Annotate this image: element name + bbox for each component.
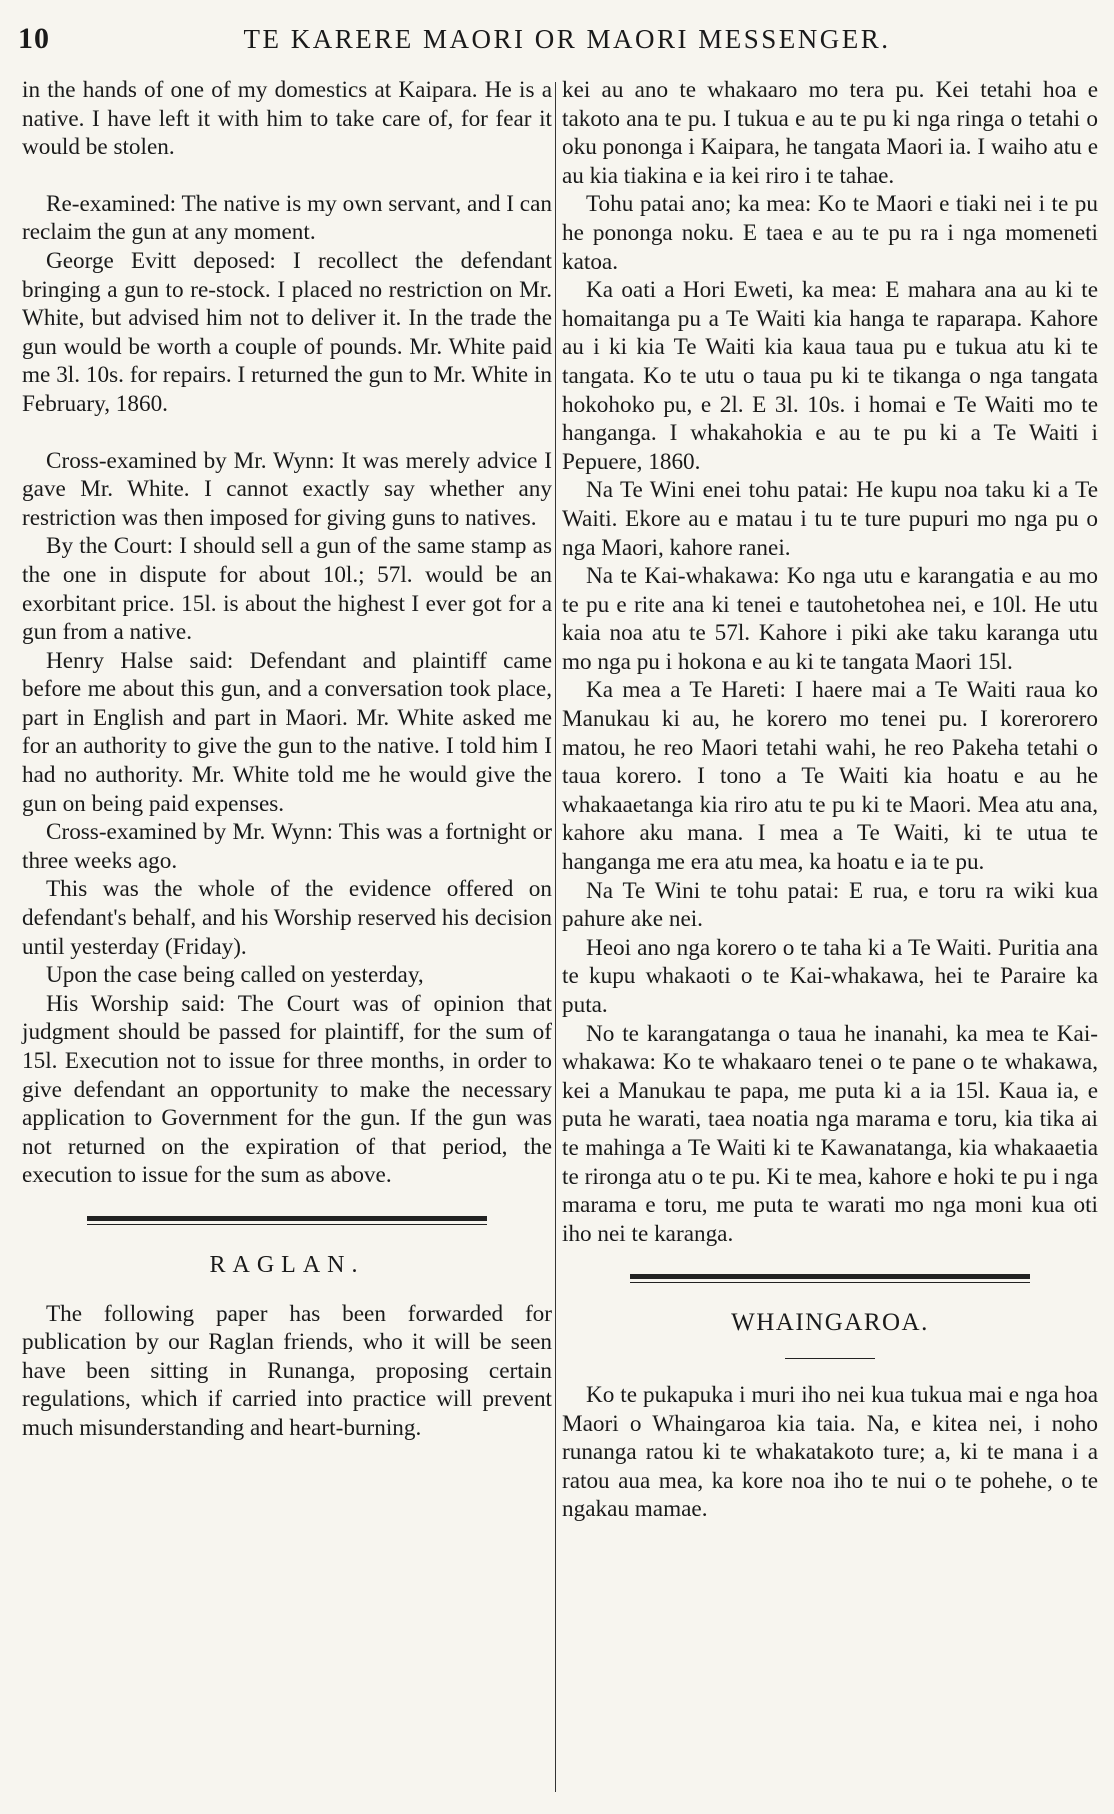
section-title-raglan: RAGLAN. (209, 1251, 365, 1278)
paragraph: Ko te pukapuka i muri iho nei kua tukua mai e nga hoa Maori o Whaingaroa kia taia. Na, e kitea nei, i noho runanga ratou ki te whakatakoto ture; a, ki te mana i a ratou aua mea, ka kore noa iho te nui o te pohehe, o te ngakau mamae. (562, 1381, 1098, 1523)
paragraph: Na Te Wini enei tohu patai: He kupu noa taku ki a Te Waiti. Ekore au e matau i tu te ture pupuri mo nga pu o nga Maori, kahore ranei. (562, 477, 1098, 561)
paragraph: Na te Kai-whakawa: Ko nga utu e karangatia e au mo te pu e rite ana ki tenei e tautohetohea nei, e 10l. He utu kaia noa atu te 57l. Kahore i piki ake taku karanga utu mo nga pu i hokona e au ki te tangata Maori 15l. (562, 563, 1098, 675)
paragraph: kei au ano te whakaaro mo tera pu. Kei tetahi hoa e takoto ana te pu. I tukua e au te pu ki nga ringa o tetahi o oku pononga i Kaipara, he tangata Maori ia. I waiho atu e au kia tiakina e ia kei riro i te tahae. (562, 77, 1098, 189)
masthead-title: TE KARERE MAORI OR MAORI MESSENGER. (243, 24, 891, 54)
page-number: 10 (18, 22, 50, 55)
section-divider-rule (87, 1216, 487, 1225)
paragraph: No te karangatanga o taua he inanahi, ka mea te Kai-whakawa: Ko te whakaaro tenei o te pane o te whakawa, kei a Manukau te papa, me puta ki a ia 15l. Kaua ia, e puta he warati, taea noatia nga marama e toru, kia tika ai te mahinga a Te Waiti ki te Kawanatanga, kia whakaaetia te rironga atu o te pu. Ki te mea, kahore e hoki te pu i nga marama e toru, me puta te warati mo nga moni kua oti iho nei te karanga. (562, 1020, 1098, 1247)
section-divider-rule (630, 1274, 1030, 1283)
paragraph: Ka oati a Hori Eweti, ka mea: E mahara ana au ki te homaitanga pu a Te Waiti kia hanga te raparapa. Kahore au i ki kia Te Waiti kia kaua taua pu e tukua atu ki te tangata. Ko te utu o taua pu ki te tikanga o nga tangata hokohoko pu, e 2l. E 3l. 10s. i homai e Te Waiti mo te hanganga. I whakahokia e au te pu ki a Te Waiti i Pepuere, 1860. (562, 277, 1098, 475)
section-title-whaingaroa: WHAINGAROA. (731, 1309, 929, 1337)
paragraph: Henry Halse said: Defendant and plaintiff came before me about this gun, and a conversation took place, part in English and part in Maori. Mr. White asked me for an authority to give the gun to the native. I told him I had no authority. Mr. White told me he would give the gun on being paid expenses. (22, 647, 552, 817)
left-column (22, 76, 552, 1443)
paragraph: Upon the case being called on yesterday, (46, 962, 424, 989)
paragraph: Cross-examined by Mr. Wynn: This was a fortnight or three weeks ago. (22, 819, 552, 874)
paragraph: Na Te Wini te tohu patai: E rua, e toru ra wiki kua pahure ake nei. (562, 877, 1098, 933)
paragraph: Ka mea a Te Hareti: I haere mai a Te Waiti raua ko Manukau ki au, he korero mo tenei pu. I korerorero matou, he reo Maori tetahi wahi, he reo Pakeha tetahi o taua korero. I tono a Te Waiti kia hoatu e au he whakaaetanga kia riro atu te pu ki te Maori. Mea atu ana, kahore aku mana. I mea a Te Waiti, ki te utua te hanganga me era atu mea, ka hoatu e ia te pu. (562, 677, 1098, 876)
paragraph: His Worship said: The Court was of opinion that judgment should be passed for plaintiff, for the sum of 15l. Execution not to issue for three months, in order to give defendant an opportunity to make the necessary application to Government for the gun. If the gun was not returned on the expiration of that period, the execution to issue for the sum as above. (22, 990, 552, 1189)
paragraph: George Evitt deposed: I recollect the defendant bringing a gun to re-stock. I placed no restriction on Mr. White, but advised him not to deliver it. In the trade the gun would be worth a couple of pounds. Mr. White paid me 3l. 10s. for repairs. I returned the gun to Mr. White in February, 1860. (22, 247, 552, 417)
paragraph: The following paper has been forwarded for publication by our Raglan friends, who it will be seen have been sitting in Runanga, proposing certain regulations, which if carried into practice will prevent much misunderstanding and heart-burning. (22, 1300, 552, 1441)
paragraph: This was the whole of the evidence offered on defendant's behalf, and his Worship reserved his decision until yesterday (Friday). (22, 876, 552, 960)
page-header (18, 22, 1096, 62)
paragraph: Heoi ano nga korero o te taha ki a Te Waiti. Puritia ana te kupu whakaoti o te Kai-whakawa, hei te Paraire ka puta. (562, 934, 1098, 1018)
short-rule (785, 1358, 875, 1359)
paragraph: Cross-examined by Mr. Wynn: It was merely advice I gave Mr. White. I cannot exactly say whether any restriction was then imposed for giving guns to natives. (22, 447, 552, 531)
column-divider (555, 82, 556, 1792)
paragraph: Re-examined: The native is my own servant, and I can reclaim the gun at any moment. (22, 190, 552, 246)
paragraph: Tohu patai ano; ka mea: Ko te Maori e tiaki nei i te pu he pononga noku. E taea e au te pu ra i nga momeneti katoa. (562, 191, 1098, 275)
paragraph: By the Court: I should sell a gun of the same stamp as the one in dispute for about 10l.; 57l. would be an exorbitant price. 15l. is about the highest I ever got for a gun from a native. (22, 533, 552, 646)
paragraph: in the hands of one of my domestics at Kaipara. He is a native. I have left it with him to take care of, for fear it would be stolen. (22, 77, 552, 161)
right-column (562, 76, 1098, 1524)
